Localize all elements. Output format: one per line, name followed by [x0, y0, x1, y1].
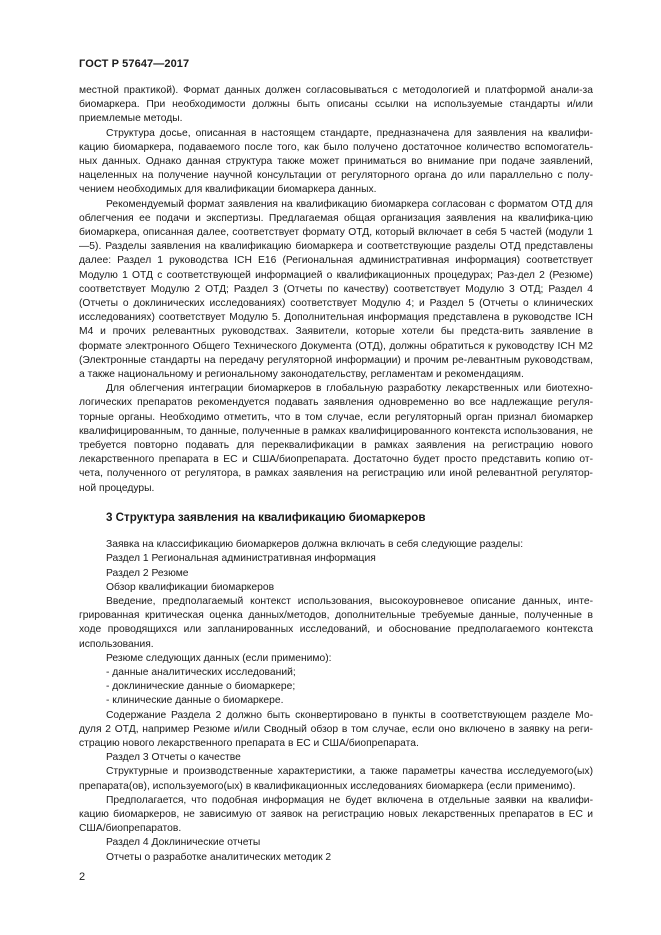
section-item: Раздел 2 Резюме	[106, 567, 189, 579]
paragraph: Резюме следующих данных (если применимо):	[106, 652, 332, 664]
standard-header: ГОСТ Р 57647—2017	[79, 58, 190, 70]
paragraph: Отчеты о разработке аналитических методик 2	[106, 851, 332, 863]
paragraph: Обзор квалификации биомаркеров	[106, 581, 275, 593]
paragraph: Структура досье, описанная в настоящем стандарте, предназначена для заявления на квалифи-кацию биомаркера, подаваемого после того, как было получено достаточное количество вспомогатель-ных данных. Однако данная структура также может приниматься во внимание при подаче заявлений, нацеленных на получение научной консультации от регуляторного органа до или параллельно с полу-чением необходимых для квалификации биомаркера данных.	[79, 127, 593, 196]
section-item: Раздел 4 Доклинические отчеты	[106, 837, 261, 849]
paragraph: Структурные и производственные характеристики, а также параметры качества исследуемого(ых) препарата(ов), используемого(ых) в квалификационных исследованиях биомаркера (если применимо).	[79, 766, 593, 792]
section-heading: 3 Структура заявления на квалификацию биомаркеров	[106, 510, 426, 524]
paragraph: Введение, предполагаемый контекст использования, высокоуровневое описание данных, инте-грированная критическая оценка данных/методов, дополнительные требуемые данные, полученные в ходе проводящихся или запланированных исследований, и обоснование предполагаемого контекста использования.	[79, 595, 593, 650]
list-item: - клинические данные о биомаркере.	[106, 695, 284, 707]
paragraph: Рекомендуемый формат заявления на квалификацию биомаркера согласован с форматом ОТД для облегчения ее подачи и экспертизы. Предлагаемая общая организация заявления на квалифика-цию биомаркера, описанная далее, соответствует формату ОТД, который включает в себя 5 частей (модули 1—5). Разделы заявления на квалификацию биомаркера и соответствующие разделы ОТД представлены далее: Раздел 1 руководства ICH E16 (Региональная административная информация) соответствует Модулю 1 ОТД с соответствующей информацией о квалификационных процедурах; Раз-дел 2 (Резюме) соответствует Модулю 2 ОТД; Раздел 3 (Отчеты по качеству) соответствует Модулю 3 ОТД; Раздел 4 (Отчеты о доклинических исследованиях) соответствует Модулю 4; и Раздел 5 (Отчеты о клинических исследованиях) соответствует Модулю 5. Дополнительная информация представлена в руководстве ICH M4 и прочих релевантных руководствах. Заявители, которые хотели бы предста-вить заявление в формате электронного Общего Технического Документа (ОТД), должны обратиться к руководству ICH M2 (Электронные стандарты на передачу регуляторной информации) и прочим ре-левантным руководствам, а также национальному и региональному законодательству, регламентам и рекомендациям.	[79, 198, 593, 381]
paragraph: Предполагается, что подобная информация не будет включена в отдельные заявки на квалифи-кацию биомаркеров, не зависимую от заявок на регистрацию новых лекарственных препаратов в ЕС и США/биопрепаратов.	[79, 794, 593, 835]
section-item: Раздел 3 Отчеты о качестве	[106, 752, 241, 764]
section-item: Раздел 1 Региональная административная информация	[106, 553, 376, 565]
list-item: - доклинические данные о биомаркере;	[106, 681, 296, 693]
paragraph: Содержание Раздела 2 должно быть сконвертировано в пункты в соответствующем разделе Мо-дуля 2 ОТД, например Резюме и/или Сводный обзор в том случае, если оно включено в заявку на реги-страцию нового лекарственного препарата в ЕС и США/биопрепарата.	[79, 709, 593, 749]
paragraph: местной практикой). Формат данных должен согласовываться с методологией и платформой анали-за биомаркера. При необходимости должны быть описаны ссылки на используемые стандарты и/или приемлемые методы.	[79, 85, 593, 125]
paragraph: Для облегчения интеграции биомаркеров в глобальную разработку лекарственных или биотехно-логических препаратов рекомендуется подавать заявления одновременно во все надлежащие регуля-торные органы. Необходимо отметить, что в том случае, если регуляторный орган признал биомаркер квалифицированным, то данные, полученные в рамках квалифицированного контекста использования, не требуется повторно подавать для переквалификации в рамках заявления на регистрацию нового лекарственного препарата в ЕС и США/биопрепарата. Достаточно будет просто представить копию от-чета, полученного от регулятора, в рамках заявления на регистрацию или иной релевантной регулятор-ной процедуры.	[79, 383, 593, 494]
list-item: - данные аналитических исследований;	[106, 666, 296, 678]
page-number: 2	[79, 871, 86, 883]
document-body	[79, 84, 593, 865]
paragraph: Заявка на классификацию биомаркеров должна включать в себя следующие разделы:	[106, 539, 524, 551]
